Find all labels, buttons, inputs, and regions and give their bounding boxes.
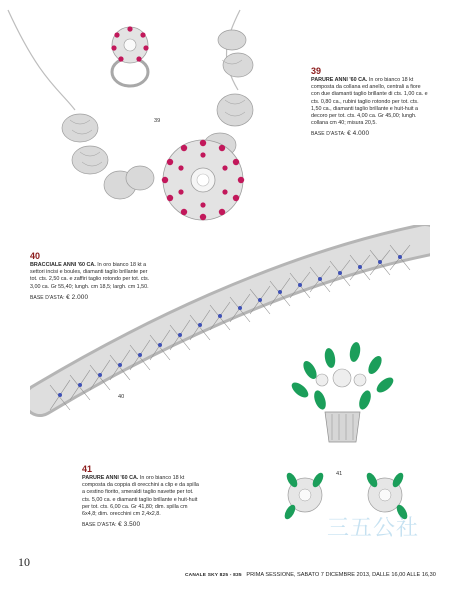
photo-caption-39: 39 bbox=[154, 118, 161, 124]
lot-title: PARURE ANNI '60 CA. bbox=[311, 77, 368, 83]
necklace-ring-photo bbox=[0, 0, 320, 250]
watermark: 三五公社 bbox=[327, 516, 420, 541]
footer bbox=[185, 572, 436, 578]
lot-41-description bbox=[82, 464, 202, 529]
footer-channel: CANALE SKY 825 - 835 bbox=[185, 573, 242, 578]
lot-39-description bbox=[311, 66, 429, 139]
lot-title: BRACCIALE ANNI '60 CA. bbox=[30, 262, 96, 268]
lot-details: Gr 41,80; dim. spilla cm 6x4,8; dim. orecchini cm 2,4x2,8. bbox=[82, 503, 188, 518]
base-price-label: BASE D'ASTA: bbox=[30, 294, 65, 301]
lot-40-description bbox=[30, 251, 154, 302]
base-price-value: € 3.500 bbox=[118, 521, 141, 529]
lot-text bbox=[82, 475, 202, 518]
page-number: 10 bbox=[18, 555, 30, 569]
lot-text bbox=[30, 262, 154, 291]
base-price bbox=[82, 521, 202, 529]
lot-title: PARURE ANNI '60 CA. bbox=[82, 475, 139, 481]
lot-number: 39 bbox=[311, 66, 322, 76]
photo-caption-41: 41 bbox=[336, 471, 343, 477]
lot-details: Gr 55,40; lungh. cm 18,5; largh. cm 1,50. bbox=[50, 283, 149, 290]
brooch-earrings-photo bbox=[270, 330, 440, 540]
base-price bbox=[30, 294, 154, 302]
footer-session: PRIMA SESSIONE, SABATO 7 DICEMBRE 2013, DALLE 16,00 ALLE 16,30 bbox=[246, 572, 436, 578]
base-price bbox=[311, 130, 429, 138]
base-price-value: € 2.000 bbox=[66, 293, 89, 301]
base-price-label: BASE D'ASTA: bbox=[82, 522, 117, 529]
lot-text bbox=[311, 77, 429, 127]
photo-caption-40: 40 bbox=[118, 394, 125, 400]
lot-number: 40 bbox=[30, 251, 41, 261]
lot-description-text: In oro bianco 18 kt a settori incisi e boules, diamanti taglio brillante per tot. cts. 2,50 ca. e zaffiri taglio rotondo per tot. cts. 3,00 ca. bbox=[30, 262, 150, 290]
base-price-value: € 4.000 bbox=[347, 130, 370, 138]
lot-number: 41 bbox=[82, 464, 93, 474]
base-price-label: BASE D'ASTA: bbox=[311, 131, 346, 138]
lot-details: Gr 45,00; lungh. collana cm 40; misura 20,5. bbox=[311, 113, 417, 127]
lot-description-text: In oro bianco 18 kt composta da coppia di orecchini a clip e da spilla a cestino fiorito, smeraldi taglio navette per tot. cts. 5,00 ca. e diamanti taglio brillante e huit-huit per tot. cts. 6,00 ca. bbox=[82, 475, 199, 510]
lot-description-text: In oro bianco 18 kt composta da collana ed anello, centrali a fiore con due diamanti taglio brillante di cts. 1,00 ca. e cts. 0,80 ca., rubini taglio rotondo per tot. cts. 1,50 ca., diamanti taglio brillante e huit-huit a decoro per tot. cts. 4,00 ca. bbox=[311, 77, 428, 120]
